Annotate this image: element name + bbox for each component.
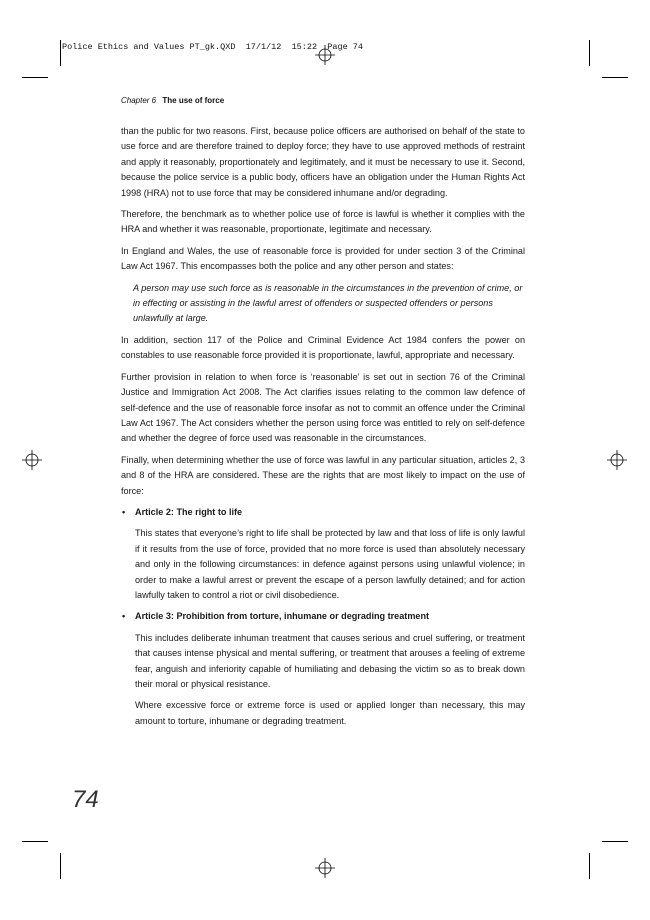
article-3-text: This includes deliberate inhuman treatment that causes serious and cruel suffering, or treatment that causes intense physical and mental suffering, or treatment that arouses a feeling of extreme fear, anguish and inferiority capable of humiliating and debasing the victim so as to break down their moral or physical resistance. <box>135 632 525 689</box>
chapter-label: Chapter 6 <box>121 96 157 105</box>
registration-mark-left <box>22 450 42 470</box>
crop-mark-tl-h <box>22 77 48 78</box>
crop-mark-bl-v <box>60 853 61 879</box>
crop-mark-tr-v <box>589 40 590 66</box>
crop-mark-tr-h <box>602 77 628 78</box>
paragraph: Therefore, the benchmark as to whether police use of force is lawful is whether it complies with the HRA and whether it was reasonable, proportionate, legitimate and necessary. <box>121 209 525 235</box>
section-title: The use of force <box>162 96 225 105</box>
slug-file: Police Ethics and Values PT_gk.QXD <box>62 42 236 52</box>
bullet-icon: • <box>122 506 126 517</box>
paragraph: In addition, section 117 of the Police and Criminal Evidence Act 1984 confers the power on constables to use reasonable force provided it is proportionate, lawful, appropriate and necessary. <box>121 334 525 361</box>
article-2-text: This states that everyone’s right to life shall be protected by law and that loss of life is only lawful if it results from the use of force, provided that no more force is used than absolutely necessary and only in the following circumstances: in defence against persons using unlawful violence; in order to make a lawful arrest or prevent the escape of a person lawfully detained; and for action lawfully taken to control a riot or civil disobedience. <box>135 528 525 600</box>
slug-time: 15:22 <box>291 42 318 52</box>
slug-page: Page 74 <box>327 42 363 52</box>
crop-mark-tl-v <box>60 40 61 66</box>
slug-date: 17/1/12 <box>245 42 282 52</box>
bullet-icon: • <box>122 611 126 622</box>
bullet-heading-article-2 <box>121 505 525 520</box>
bullet-heading-text: Article 3: Prohibition from torture, inhumane or degrading treatment <box>135 611 430 622</box>
legal-quote: A person may use such force as is reasonable in the circumstances in the prevention of crime, or in effecting or assisting in the lawful arrest of offenders or suspected offenders or persons unlawfully at large. <box>133 282 523 324</box>
bullet-heading-text: Article 2: The right to life <box>135 506 243 517</box>
paragraph: Further provision in relation to when force is ‘reasonable’ is set out in section 76 of the Criminal Justice and Immigration Act 2008. The Act clarifies issues relating to the common law defence of self-defence and the use of reasonable force insofar as not to commit an offence under the Criminal Law Act 1967. The Act considers whether the person using force was entitled to rely on self-defence and whether the degree of force used was reasonable in the circumstances. <box>121 371 525 444</box>
crop-mark-br-h <box>602 841 628 842</box>
printer-slug <box>62 42 363 52</box>
article-3-text: Where excessive force or extreme force is used or applied longer than necessary, this may amount to torture, inhumane or degrading treatment. <box>135 700 525 726</box>
crop-mark-bl-h <box>22 841 48 842</box>
page-body <box>121 124 525 735</box>
registration-mark-right <box>607 450 627 470</box>
paragraph: than the public for two reasons. First, because police officers are authorised on behalf of the state to use force and are therefore trained to deploy force; they have to use approved methods of restraint and apply it reasonably, proportionately and legitimately, and it must be necessary to use it. Second, because the police service is a public body, officers have an obligation under the Human Rights Act 1998 (HRA) not to use force that may be considered inhumane and/or degrading. <box>121 126 525 198</box>
running-head <box>121 96 224 105</box>
paragraph: In England and Wales, the use of reasonable force is provided for under section 3 of the Criminal Law Act 1967. This encompasses both the police and any other person and states: <box>121 245 525 272</box>
crop-mark-br-v <box>589 853 590 879</box>
paragraph: Finally, when determining whether the use of force was lawful in any particular situation, articles 2, 3 and 8 of the HRA are considered. These are the rights that are most likely to impact on the use of force: <box>121 454 525 496</box>
registration-mark-bottom <box>315 858 335 878</box>
page-number: 74 <box>72 786 99 813</box>
bullet-heading-article-3 <box>121 609 525 624</box>
